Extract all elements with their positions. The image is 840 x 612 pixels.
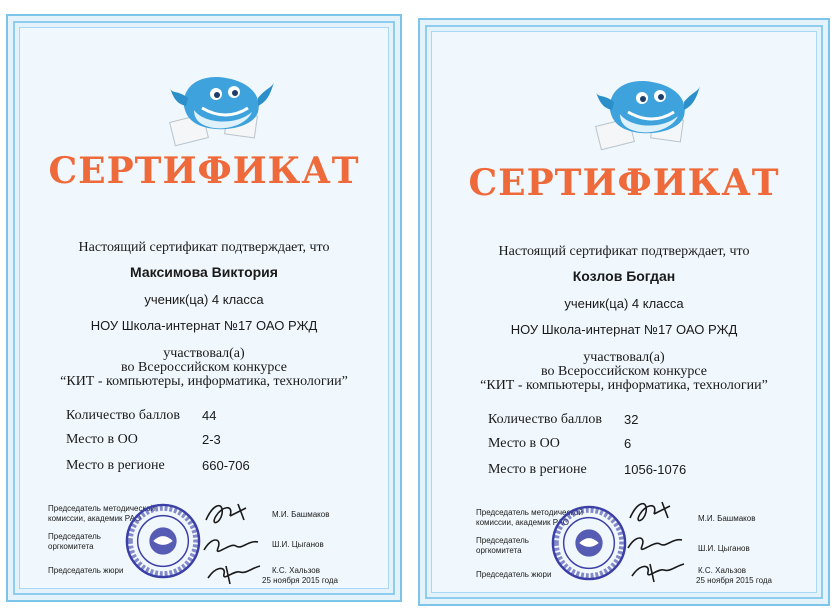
school-text: НОУ Школа-интернат №17 ОАО РЖД xyxy=(90,318,318,333)
sign2-name: Ш.И. Цыганов xyxy=(698,544,750,553)
sign3-name: К.С. Хальзов xyxy=(698,566,747,575)
school-text: НОУ Школа-интернат №17 ОАО РЖД xyxy=(510,322,738,337)
student-name: Максимова Виктория xyxy=(130,264,278,280)
sign3-title: Председатель жюри xyxy=(476,570,552,579)
contest-line: во Всероссийском конкурсе xyxy=(121,360,287,375)
contest-seal-icon xyxy=(550,504,628,582)
sign3-name: К.С. Хальзов xyxy=(272,566,321,575)
place-oo-label: Место в ОО xyxy=(488,436,560,451)
intro-text: Настоящий сертификат подтверждает, что xyxy=(498,244,750,259)
sign3-title: Председатель жюри xyxy=(48,566,124,575)
score-value: 32 xyxy=(624,412,639,427)
certificate-date: 25 ноября 2015 года xyxy=(262,576,338,585)
student-name: Козлов Богдан xyxy=(572,268,676,284)
place-oo-value: 6 xyxy=(624,436,632,451)
signature-icon xyxy=(200,496,270,586)
contest-line: во Всероссийском конкурсе xyxy=(541,364,707,379)
sign2-title: Председатель оргкомитета xyxy=(48,532,101,551)
certificate-title: СЕРТИФИКАТ xyxy=(468,162,780,204)
whale-mascot-icon xyxy=(166,68,276,148)
certificate-content xyxy=(432,32,816,592)
certificate-date: 25 ноября 2015 года xyxy=(696,576,772,585)
contest-name: “КИТ - компьютеры, информатика, технологии” xyxy=(60,374,348,389)
place-oo-value: 2-3 xyxy=(202,432,221,447)
score-label: Количество баллов xyxy=(66,408,180,423)
place-region-value: 1056-1076 xyxy=(624,462,687,477)
certificate-left xyxy=(6,14,402,602)
place-region-value: 660-706 xyxy=(202,458,250,473)
certificate-right xyxy=(418,18,830,606)
sign1-name: М.И. Башмаков xyxy=(698,514,756,523)
sign2-title: Председатель оргкомитета xyxy=(476,536,529,555)
contest-name: “КИТ - компьютеры, информатика, технологии” xyxy=(480,378,768,393)
certificate-title: СЕРТИФИКАТ xyxy=(48,150,360,192)
contest-seal-icon xyxy=(124,502,202,580)
sign1-title: Председатель методической комиссии, академик РАО xyxy=(476,508,583,527)
grade-text: ученик(ца) 4 класса xyxy=(564,296,684,311)
grade-text: ученик(ца) 4 класса xyxy=(144,292,264,307)
place-region-label: Место в регионе xyxy=(66,458,165,473)
participated-text: участвовал(а) xyxy=(163,346,245,361)
whale-mascot-icon xyxy=(592,72,702,152)
score-label: Количество баллов xyxy=(488,412,602,427)
sign2-name: Ш.И. Цыганов xyxy=(272,540,324,549)
signature-icon xyxy=(624,494,694,584)
sign1-name: М.И. Башмаков xyxy=(272,510,330,519)
certificate-content xyxy=(20,28,388,588)
participated-text: участвовал(а) xyxy=(583,350,665,365)
score-value: 44 xyxy=(202,408,217,423)
place-oo-label: Место в ОО xyxy=(66,432,138,447)
intro-text: Настоящий сертификат подтверждает, что xyxy=(78,240,330,255)
place-region-label: Место в регионе xyxy=(488,462,587,477)
sign1-title: Председатель методической комиссии, академик РАО xyxy=(48,504,155,523)
